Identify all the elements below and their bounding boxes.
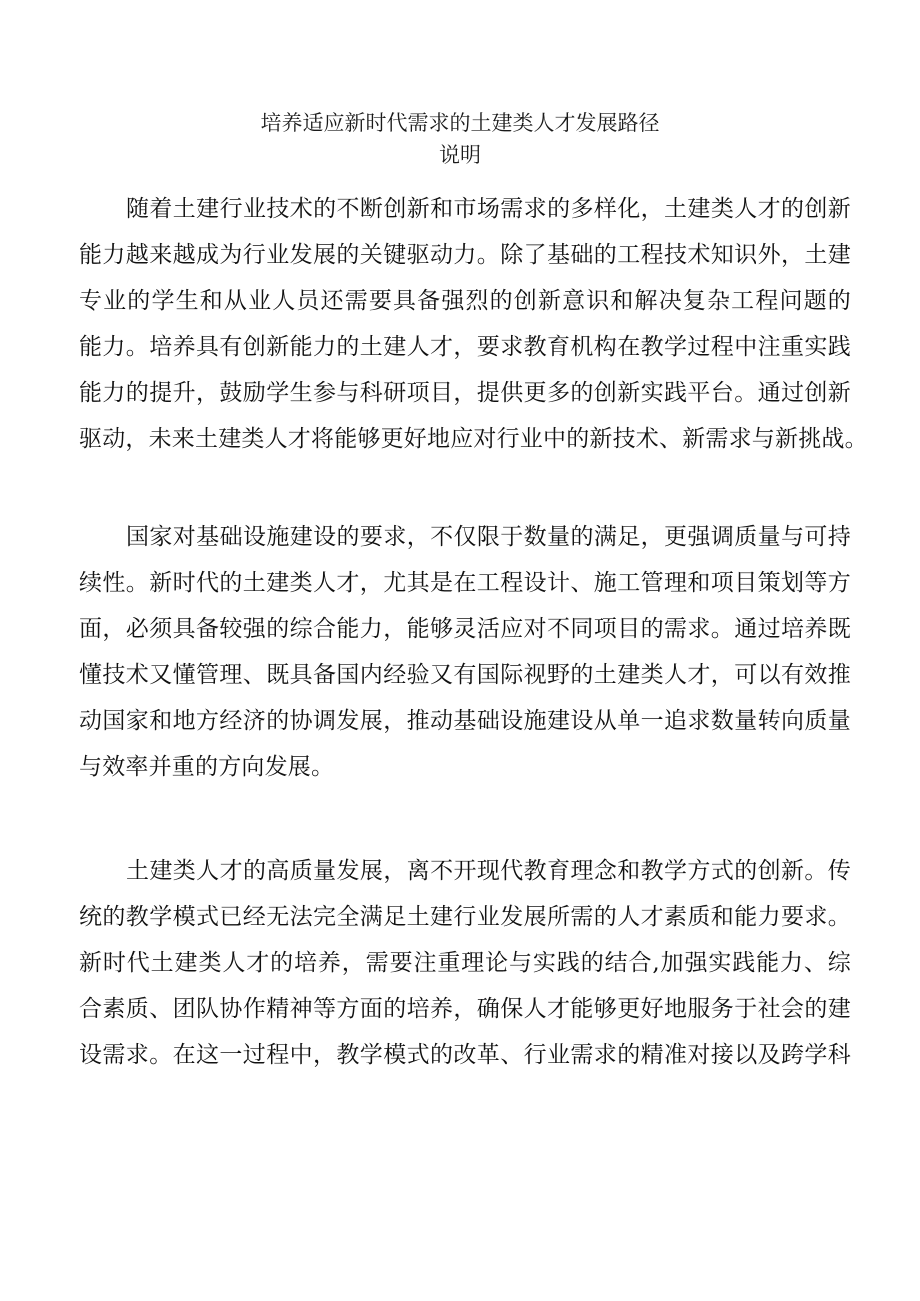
paragraph-line: 懂技术又懂管理、既具备国内经验又有国际视野的土建类人才，可以有效推	[79, 662, 851, 688]
paragraph-line: 动国家和地方经济的协调发展，推动基础设施建设从单一追求数量转向质量	[79, 708, 851, 734]
paragraph-line: 能力的提升，鼓励学生参与科研项目，提供更多的创新实践平台。通过创新	[79, 380, 851, 406]
paragraph-line: 合素质、团队协作精神等方面的培养，确保人才能够更好地服务于社会的建	[79, 996, 851, 1022]
document-subtitle: 说明	[439, 143, 481, 167]
paragraph-line: 与效率并重的方向发展。	[79, 754, 335, 780]
paragraph-line: 能力。培养具有创新能力的土建人才，要求教育机构在教学过程中注重实践	[79, 334, 851, 360]
paragraph-line: 续性。新时代的土建类人才，尤其是在工程设计、施工管理和项目策划等方	[79, 570, 851, 596]
paragraph-line: 新时代土建类人才的培养，需要注重理论与实践的结合,加强实践能力、综	[79, 950, 851, 976]
paragraph-line: 能力越来越成为行业发展的关键驱动力。除了基础的工程技术知识外，土建	[79, 242, 851, 268]
paragraph-1	[79, 186, 868, 462]
document-title: 培养适应新时代需求的土建类人才发展路径	[260, 111, 660, 135]
paragraph-3	[79, 848, 851, 1078]
paragraph-line: 设需求。在这一过程中，教学模式的改革、行业需求的精准对接以及跨学科	[79, 1042, 851, 1068]
paragraph-line: 国家对基础设施建设的要求，不仅限于数量的满足，更强调质量与可持	[126, 524, 851, 550]
paragraph-line: 面，必须具备较强的综合能力，能够灵活应对不同项目的需求。通过培养既	[79, 616, 851, 642]
paragraph-line: 驱动，未来土建类人才将能够更好地应对行业中的新技术、新需求与新挑战。	[79, 426, 868, 452]
paragraph-line: 统的教学模式已经无法完全满足土建行业发展所需的人才素质和能力要求。	[79, 904, 851, 930]
paragraph-line: 土建类人才的高质量发展，离不开现代教育理念和教学方式的创新。传	[126, 858, 851, 884]
paragraph-line: 随着土建行业技术的不断创新和市场需求的多样化，土建类人才的创新	[126, 196, 851, 222]
paragraph-line: 专业的学生和从业人员还需要具备强烈的创新意识和解决复杂工程问题的	[79, 288, 851, 314]
paragraph-2	[79, 514, 851, 790]
